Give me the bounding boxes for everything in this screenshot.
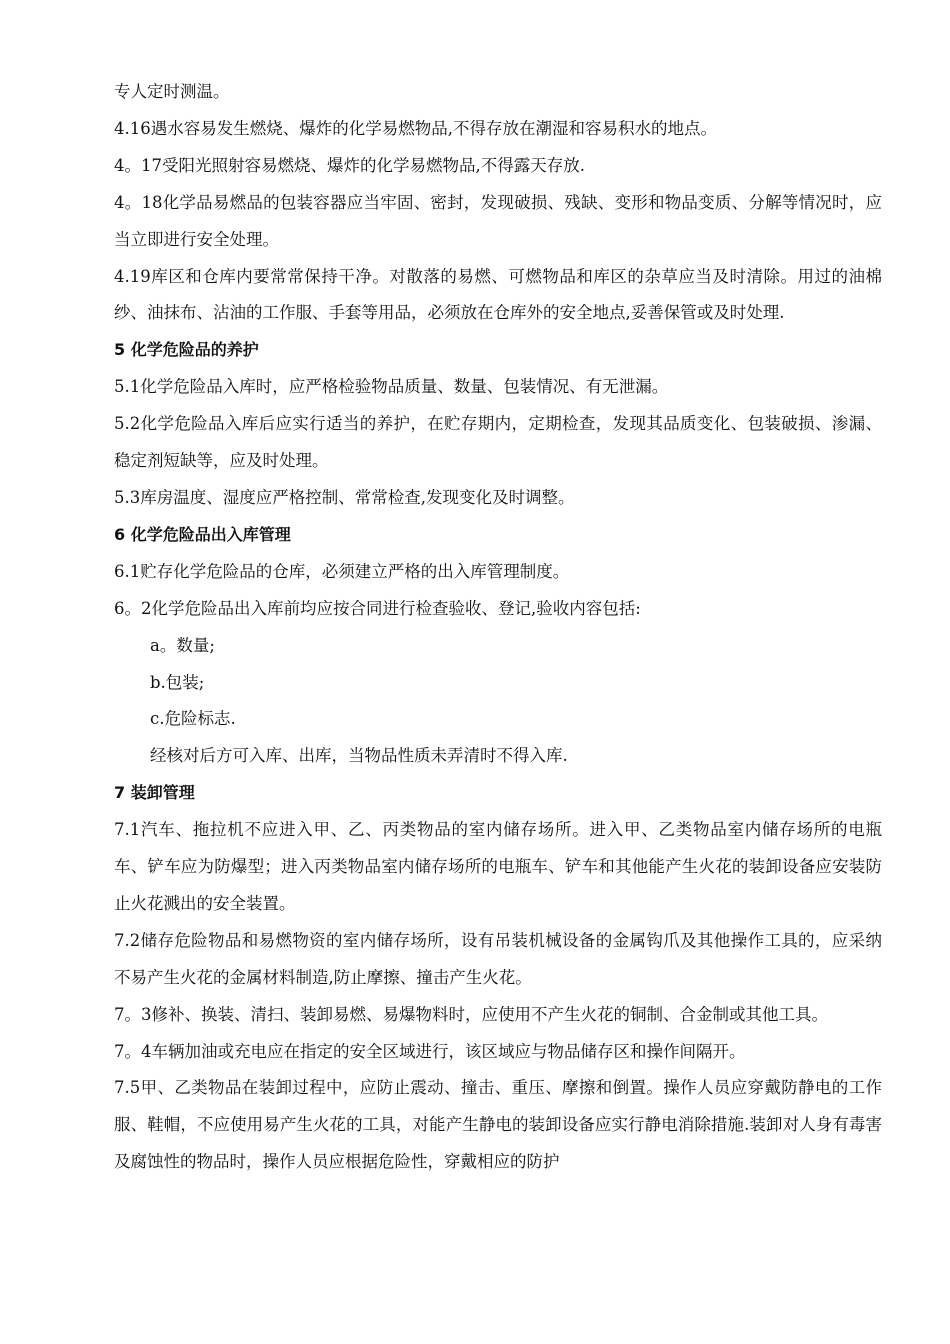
list-item-b: b.包装; (150, 672, 205, 692)
clause-7-5: 7.5甲、乙类物品在装卸过程中，应防止震动、撞击、重压、摩擦和倒置。操作人员应穿戴防静电的工作服、鞋帽，不应使用易产生火花的工具，对能产生静电的装卸设备应实行静电消除措施.装卸对人身有毒害及腐蚀性的物品时，操作人员应根据危险性，穿戴相应的防护 (114, 1078, 882, 1172)
clause-6-2: 6。2化学危险品出入库前均应按合同进行检查验收、登记,验收内容包括: (114, 598, 641, 618)
clause-4-18: 4。18化学品易燃品的包装容器应当牢固、密封，发现破损、残缺、变形和物品变质、分解等情况时，应当立即进行安全处理。 (114, 192, 882, 249)
clause-5-1: 5.1化学危险品入库时，应严格检验物品质量、数量、包装情况、有无泄漏。 (114, 377, 669, 397)
clause-5-3: 5.3库房温度、湿度应严格控制、常常检查,发现变化及时调整。 (114, 487, 575, 507)
verification-note: 经核对后方可入库、出库，当物品性质未弄清时不得入库. (150, 746, 568, 766)
document-body (114, 74, 882, 1181)
section-heading-7: 7 装卸管理 (114, 783, 195, 803)
clause-4-16: 4.16遇水容易发生燃烧、爆炸的化学易燃物品,不得存放在潮湿和容易积水的地点。 (114, 118, 717, 138)
clause-6-1: 6.1贮存化学危险品的仓库，必须建立严格的出入库管理制度。 (114, 561, 570, 581)
clause-7-2: 7.2储存危险物品和易燃物资的室内储存场所，设有吊装机械设备的金属钩爪及其他操作工具的，应采纳不易产生火花的金属材料制造,防止摩擦、撞击产生火花。 (114, 930, 882, 987)
clause-4-19: 4.19库区和仓库内要常常保持干净。对散落的易燃、可燃物品和库区的杂草应当及时清除。用过的油棉纱、油抹布、沾油的工作服、手套等用品，必须放在仓库外的安全地点,妥善保管或及时处理. (114, 266, 882, 323)
clause-7-4: 7。4车辆加油或充电应在指定的安全区域进行，该区域应与物品储存区和操作间隔开。 (114, 1041, 746, 1061)
clause-7-3: 7。3修补、换装、清扫、装卸易燃、易爆物料时，应使用不产生火花的铜制、合金制或其他工具。 (114, 1004, 828, 1024)
section-heading-6: 6 化学危险品出入库管理 (114, 524, 291, 544)
clause-4-17: 4。17受阳光照射容易燃烧、爆炸的化学易燃物品,不得露天存放. (114, 155, 585, 175)
list-item-a: a。数量; (150, 635, 215, 655)
clause-5-2: 5.2化学危险品入库后应实行适当的养护，在贮存期内，定期检查，发现其品质变化、包装破损、渗漏、稳定剂短缺等，应及时处理。 (114, 414, 882, 471)
list-item-c: c.危险标志. (150, 709, 236, 729)
paragraph: 专人定时测温。 (114, 82, 230, 101)
section-heading-5: 5 化学危险品的养护 (114, 340, 259, 360)
clause-7-1: 7.1汽车、拖拉机不应进入甲、乙、丙类物品的室内储存场所。进入甲、乙类物品室内储存场所的电瓶车、铲车应为防爆型；进入丙类物品室内储存场所的电瓶车、铲车和其他能产生火花的装卸设备应安装防止火花溅出的安全装置。 (114, 820, 882, 913)
